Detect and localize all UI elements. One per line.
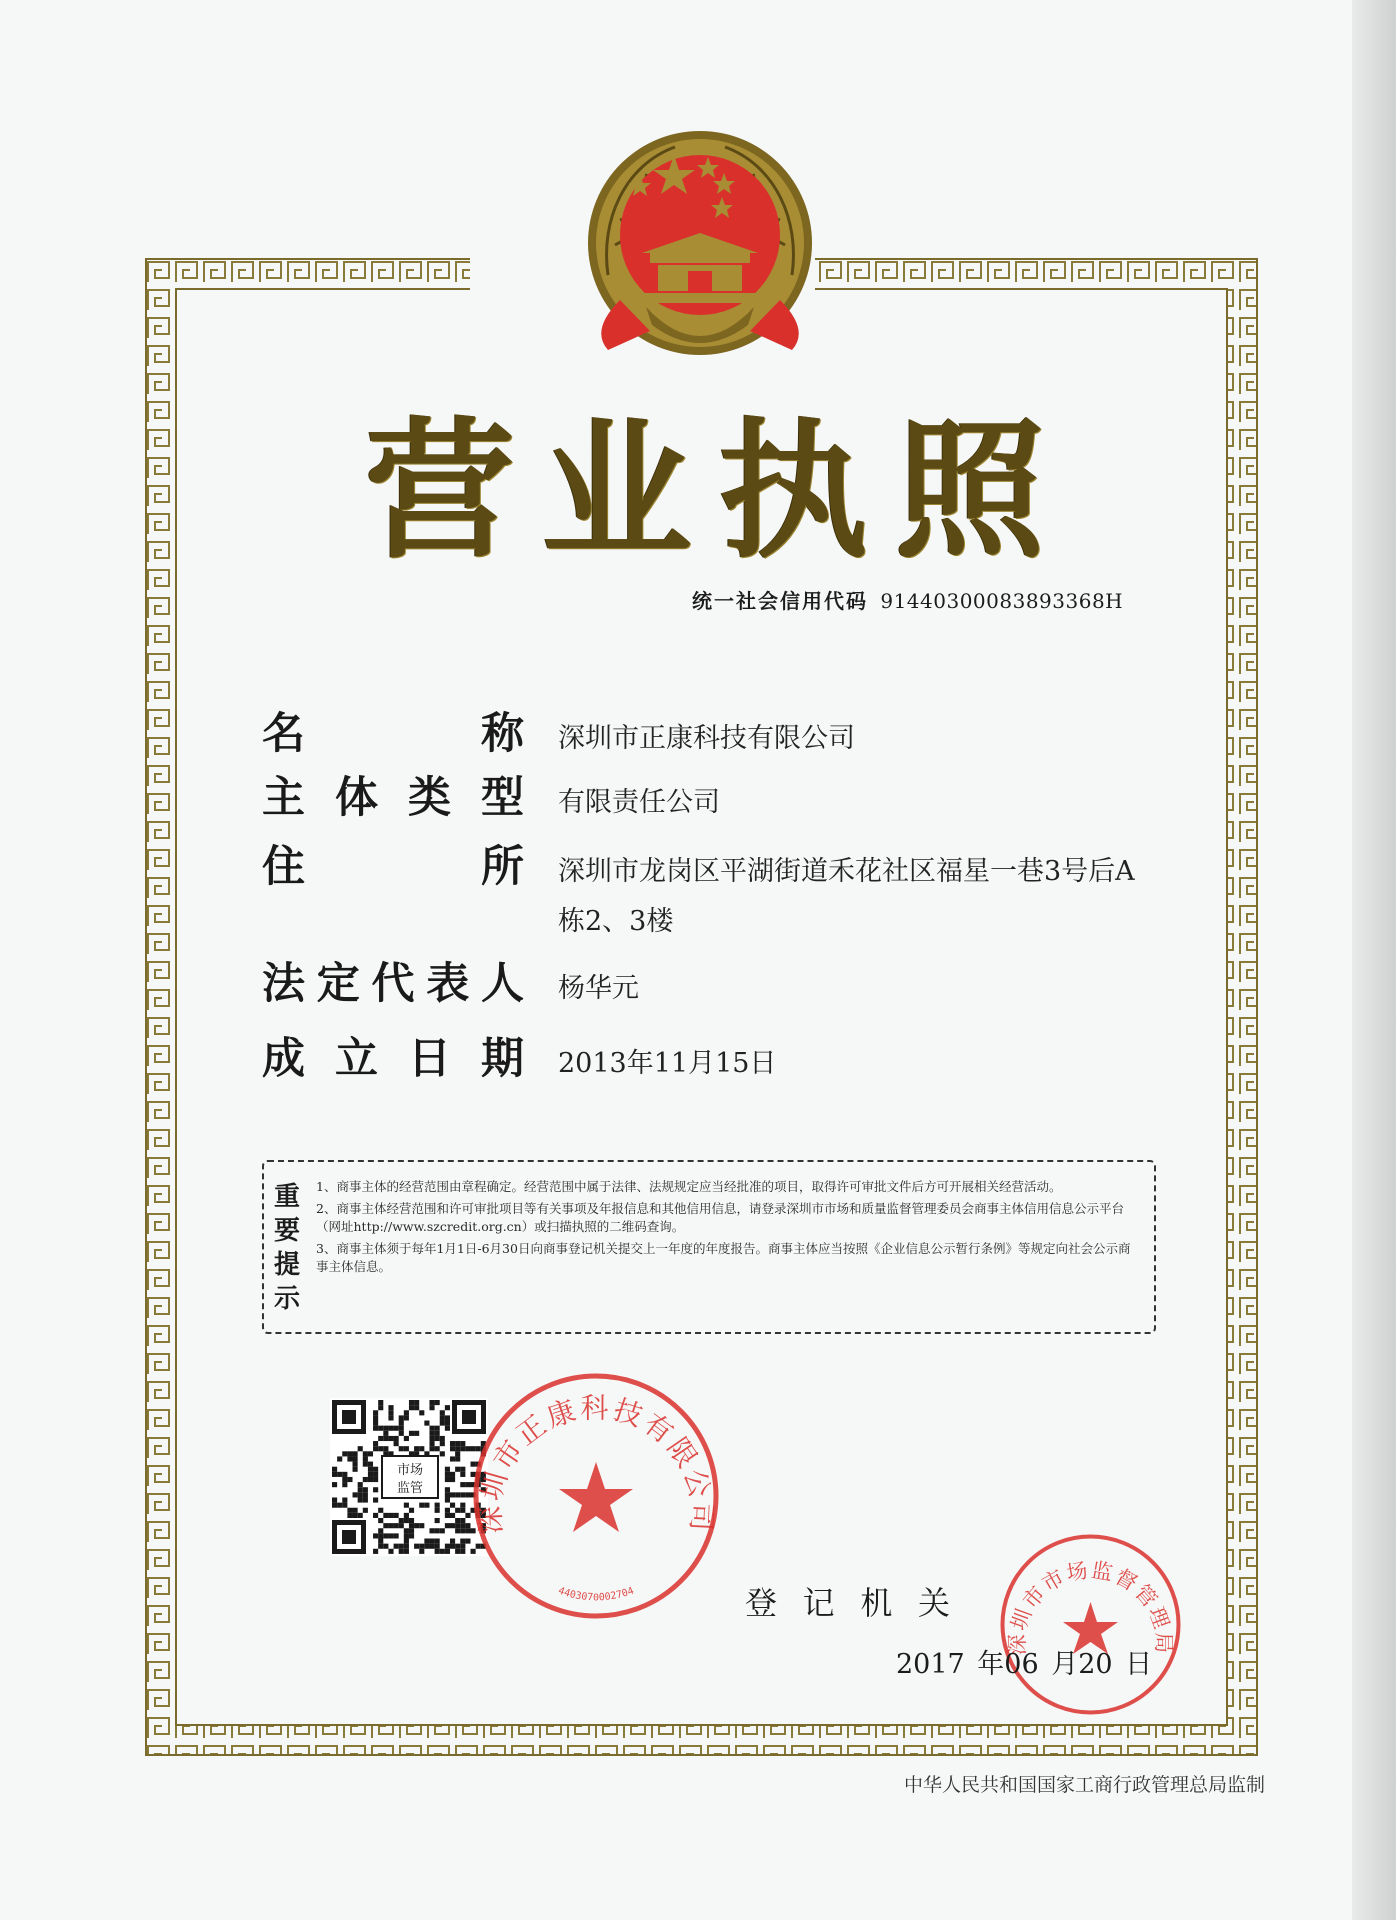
qr-module [373,1477,378,1482]
qr-module [404,1503,409,1508]
label-char: 表 [426,959,470,1009]
qr-module [347,1451,352,1456]
qr-module [378,1426,383,1431]
qr-module [435,1518,440,1523]
label-char: 期 [481,1034,524,1084]
qr-module [383,1544,388,1549]
qr-module [445,1426,450,1431]
qr-module [445,1549,450,1554]
notice-item: 2、商事主体经营范围和许可审批项目等有关事项及年报信息和其他信用信息，请登录深圳市市场和质量监督管理委员会商事主体信用信息公示平台（网址http://www.szcredit.org.cn）或扫描执照的二维码查询。 [316,1200,1124,1234]
qr-module [440,1436,445,1441]
qr-module [440,1441,445,1446]
qr-module [460,1482,465,1487]
established-date-value: 2013年11月15日 [558,1048,777,1079]
qr-module [363,1492,368,1497]
qr-module [378,1508,383,1513]
qr-module [455,1492,460,1497]
qr-module [429,1436,434,1441]
qr-module [440,1549,445,1554]
qr-module [450,1523,455,1528]
field-label [262,1030,524,1088]
qr-module [455,1451,460,1456]
government-seal-text: 深圳市市场监督管理局 [1005,1557,1176,1656]
qr-module [455,1544,460,1549]
qr-module [455,1446,460,1451]
qr-module [347,1513,352,1518]
qr-module [394,1513,399,1518]
field-label [262,705,524,763]
qr-module [358,1513,363,1518]
qr-module [445,1508,450,1513]
qr-module [373,1533,378,1538]
qr-module [373,1441,378,1446]
qr-module [455,1467,460,1472]
qr-module [368,1477,373,1482]
registration-authority [745,1578,950,1628]
qr-module [399,1446,404,1451]
qr-module [429,1400,434,1405]
qr-module [353,1492,358,1497]
qr-module [445,1523,450,1528]
title-char: 营 [364,405,515,579]
document-title [355,405,1055,580]
qr-module [404,1518,409,1523]
qr-module [409,1405,414,1410]
label-char: 体 [335,773,378,823]
qr-module [373,1415,378,1420]
qr-module [394,1441,399,1446]
qr-module [337,1472,342,1477]
qr-module [460,1508,465,1513]
notice-heading-char: 重 [273,1182,300,1212]
qr-module [394,1436,399,1441]
qr-module [347,1477,352,1482]
qr-module [440,1410,445,1415]
qr-module [409,1508,414,1513]
qr-module [383,1533,388,1538]
qr-module [424,1539,429,1544]
qr-module [373,1426,378,1431]
qr-module [450,1477,455,1482]
qr-module [399,1518,404,1523]
qr-module [332,1482,337,1487]
qr-module [373,1421,378,1426]
notice-item: 3、商事主体须于每年1月1日-6月30日向商事登记机关提交上一年度的年度报告。商事主体应当按照《企业信息公示暂行条例》等规定向社会公示商事主体信息。 [316,1240,1131,1274]
qr-module [404,1513,409,1518]
label-char: 代 [371,959,415,1009]
qr-module [445,1405,450,1410]
national-emblem-icon [580,125,820,365]
qr-module [388,1549,393,1554]
qr-module [435,1436,440,1441]
qr-module [363,1462,368,1467]
qr-code[interactable] [330,1398,488,1556]
qr-module [373,1446,378,1451]
qr-module [404,1446,409,1451]
qr-module [373,1549,378,1554]
qr-module [388,1415,393,1420]
qr-center-text: 市场 [396,1463,424,1478]
qr-module [332,1503,337,1508]
qr-module [368,1451,373,1456]
qr-module [460,1544,465,1549]
company-name-value: 深圳市正康科技有限公司 [558,723,855,754]
qr-module [409,1533,414,1538]
qr-module [445,1487,450,1492]
notice-heading-char: 提 [273,1250,300,1280]
qr-module [409,1400,414,1405]
notice-heading-char: 示 [273,1284,300,1314]
registration-date: 2017 年06 月20 日 [896,1649,1153,1680]
qr-module [429,1405,434,1410]
qr-center-text: 监管 [396,1481,424,1496]
qr-module [399,1415,404,1420]
qr-module [450,1441,455,1446]
qr-module [363,1487,368,1492]
government-seal [998,1532,1183,1717]
authority-char: 记 [802,1584,835,1622]
qr-module [368,1472,373,1477]
qr-module [429,1539,434,1544]
qr-module [337,1503,342,1508]
company-seal-number: 4403070002704 [556,1585,636,1604]
qr-module [440,1421,445,1426]
qr-module [332,1472,337,1477]
qr-module [404,1539,409,1544]
qr-module [399,1426,404,1431]
qr-module [445,1544,450,1549]
qr-module [450,1539,455,1544]
qr-module [435,1446,440,1451]
qr-module [358,1446,363,1451]
qr-module [455,1549,460,1554]
qr-module [419,1446,424,1451]
qr-module [445,1497,450,1502]
qr-module [347,1456,352,1461]
qr-module [399,1421,404,1426]
qr-module [414,1405,419,1410]
qr-module [429,1446,434,1451]
label-char: 定 [316,959,360,1009]
qr-module [460,1472,465,1477]
qr-module [435,1426,440,1431]
qr-module [363,1451,368,1456]
qr-module [404,1549,409,1554]
qr-module [399,1544,404,1549]
qr-module [429,1441,434,1446]
qr-module [460,1492,465,1497]
credit-code [692,585,1123,614]
qr-module [353,1462,358,1467]
label-char: 住 [262,842,305,892]
label-char: 人 [481,959,524,1009]
notice-item: 1、商事主体的经营范围由章程确定。经营范围中属于法律、法规规定应当经批准的项目，取得许可审批文件后方可开展相关经营活动。 [316,1179,1062,1194]
qr-module [460,1446,465,1451]
qr-module [419,1503,424,1508]
qr-module [455,1518,460,1523]
qr-module [450,1503,455,1508]
qr-module [445,1477,450,1482]
qr-module [378,1405,383,1410]
label-char: 所 [481,842,524,892]
qr-module [445,1421,450,1426]
qr-module [460,1523,465,1528]
qr-module [409,1518,414,1523]
qr-module [435,1503,440,1508]
qr-module [342,1482,347,1487]
qr-module [429,1544,434,1549]
qr-module [424,1503,429,1508]
notice-heading [270,1180,304,1316]
qr-module [378,1533,383,1538]
legal-rep-value: 杨华元 [558,973,639,1004]
page-edge [1352,0,1396,1920]
qr-module [404,1533,409,1538]
qr-module [435,1528,440,1533]
qr-module [368,1467,373,1472]
qr-module [460,1467,465,1472]
qr-module [404,1436,409,1441]
qr-module [342,1503,347,1508]
field-label [262,955,524,1013]
qr-module [383,1436,388,1441]
title-char: 业 [541,405,692,579]
qr-module [429,1431,434,1436]
qr-module [404,1415,409,1420]
label-char: 类 [408,773,451,823]
qr-module [455,1441,460,1446]
qr-module [378,1400,383,1405]
authority-char: 机 [860,1584,893,1622]
qr-module [460,1528,465,1533]
svg-text:4403070002704 [557,1586,636,1604]
important-notice [262,1160,1156,1334]
qr-module [363,1508,368,1513]
label-char: 日 [408,1034,451,1084]
qr-module [373,1487,378,1492]
qr-module [460,1518,465,1523]
qr-module [450,1472,455,1477]
qr-module [460,1549,465,1554]
qr-module [404,1528,409,1533]
qr-module [358,1497,363,1502]
qr-module [383,1513,388,1518]
qr-module [378,1544,383,1549]
title-char: 照 [894,405,1045,579]
authority-char: 登 [745,1584,778,1622]
qr-module [394,1544,399,1549]
qr-module [460,1441,465,1446]
label-char: 名 [262,709,305,759]
qr-module [445,1513,450,1518]
qr-module [342,1497,347,1502]
label-char: 成 [262,1034,305,1084]
qr-module [440,1415,445,1420]
qr-module [353,1451,358,1456]
qr-module [378,1518,383,1523]
qr-module [388,1513,393,1518]
qr-module [445,1467,450,1472]
qr-module [332,1497,337,1502]
qr-module [435,1544,440,1549]
qr-module [394,1523,399,1528]
label-char: 立 [335,1034,378,1084]
qr-module [409,1523,414,1528]
footer-issuer: 中华人民共和国国家工商行政管理总局监制 [903,1774,1265,1796]
qr-module [373,1472,378,1477]
notice-items [316,1178,1134,1280]
qr-module [460,1539,465,1544]
qr-module [383,1446,388,1451]
qr-module [342,1477,347,1482]
qr-module [409,1528,414,1533]
qr-module [435,1508,440,1513]
qr-module [378,1539,383,1544]
qr-module [455,1508,460,1513]
qr-module [460,1503,465,1508]
qr-module [358,1482,363,1487]
qr-module [445,1472,450,1477]
credit-code-label: 统一社会信用代码 [692,589,868,613]
qr-module [450,1492,455,1497]
qr-module [358,1487,363,1492]
qr-module [424,1544,429,1549]
field-label [262,769,524,827]
qr-module [383,1431,388,1436]
qr-module [373,1410,378,1415]
qr-module [435,1431,440,1436]
qr-module [450,1456,455,1461]
company-seal-text: 深圳市正康科技有限公司 [473,1391,719,1535]
qr-module [363,1477,368,1482]
qr-module [445,1415,450,1420]
qr-module [435,1400,440,1405]
qr-module [414,1431,419,1436]
title-char: 执 [718,405,869,579]
qr-module [373,1497,378,1502]
qr-module [353,1467,358,1472]
qr-module [414,1400,419,1405]
qr-module [419,1410,424,1415]
qr-module [378,1446,383,1451]
qr-module [368,1462,373,1467]
qr-module [388,1436,393,1441]
qr-module [373,1513,378,1518]
qr-module [394,1533,399,1538]
qr-module [450,1544,455,1549]
qr-module [332,1467,337,1472]
qr-module [399,1523,404,1528]
qr-module [353,1513,358,1518]
qr-module [394,1426,399,1431]
qr-module [419,1549,424,1554]
label-char: 法 [262,959,305,1009]
qr-module [424,1421,429,1426]
qr-module [378,1436,383,1441]
qr-module [435,1549,440,1554]
qr-module [342,1472,347,1477]
qr-module [429,1426,434,1431]
label-char: 型 [481,773,524,823]
address-value: 深圳市龙岗区平湖街道禾花社区福星一巷3号后A栋2、3楼 [558,856,1135,937]
qr-module [347,1508,352,1513]
qr-module [342,1451,347,1456]
qr-module [404,1410,409,1415]
qr-module [414,1446,419,1451]
qr-module [419,1544,424,1549]
qr-module [414,1544,419,1549]
qr-module [388,1533,393,1538]
qr-module [414,1523,419,1528]
qr-module [419,1523,424,1528]
qr-module [388,1426,393,1431]
credit-code-value: 91440300083893368H [880,589,1124,613]
qr-module [450,1513,455,1518]
qr-module [388,1523,393,1528]
qr-module [429,1528,434,1533]
qr-module [363,1456,368,1461]
qr-module [450,1446,455,1451]
qr-module [353,1456,358,1461]
qr-module [404,1544,409,1549]
authority-char: 关 [917,1584,950,1622]
qr-module [399,1549,404,1554]
qr-module [383,1426,388,1431]
qr-module [455,1456,460,1461]
qr-module [388,1410,393,1415]
qr-module [383,1523,388,1528]
company-seal [470,1370,722,1622]
qr-module [440,1451,445,1456]
entity-type-value: 有限责任公司 [558,787,720,818]
qr-module [358,1492,363,1497]
qr-module [378,1528,383,1533]
qr-module [445,1492,450,1497]
qr-module [409,1431,414,1436]
qr-module [399,1431,404,1436]
qr-module [373,1467,378,1472]
label-char: 称 [481,709,524,759]
qr-module [455,1528,460,1533]
qr-module [455,1523,460,1528]
qr-module [440,1528,445,1533]
field-label [262,838,524,896]
qr-module [353,1508,358,1513]
qr-module [435,1539,440,1544]
qr-module [363,1497,368,1502]
label-char: 主 [262,773,305,823]
notice-heading-char: 要 [273,1216,300,1246]
qr-module [388,1405,393,1410]
qr-module [337,1456,342,1461]
